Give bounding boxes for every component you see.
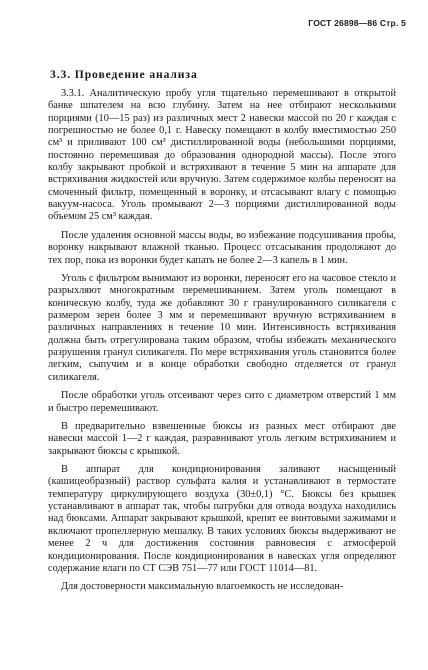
body-text xyxy=(48,88,396,594)
paragraph: После удаления основной массы воды, во избежание подсушивания пробы, воронку накрывают влажной тканью. Процесс отсасывания продолжают до тех пор, пока из воронки будет капать не более 2—3 капель в 1 мин. xyxy=(48,229,396,266)
paragraph: В предварительно взвешенные бюксы из разных мест отбирают две навески массой 1—2 г каждая, разравнивают уголь легким встряхиванием и закрывают бюксы с крышкой. xyxy=(48,420,396,457)
paragraph: В аппарат для кондиционирования заливают насыщенный (кашицеобразный) раствор сульфата калия и устанавливают в термостате температуру циркулирующего воздуха (30±0,1) °С. Бюксы без крышек устанавливают в аппарат так, чтобы патрубки для отвода воздуха находились над бюксами. Аппарат закрывают крышкой, крепят ее винтовыми зажимами и включают пропеллерную мешалку. В таких условиях бюксы выдерживают не менее 2 ч для достижения состояния равновесия с атмосферой кондиционирования. После кондиционирования в навесках угля определяют содержание влаги по СТ СЭВ 751—77 или ГОСТ 11014—81. xyxy=(48,464,396,574)
paragraph: После обработки уголь отсеивают через сито с диаметром отверстий 1 мм и быстро перемешивают. xyxy=(48,390,396,414)
paragraph: Уголь с фильтром вынимают из воронки, переносят его на часовое стекло и разрыхляют многократным перемешиванием. Затем уголь помещают в коническую колбу, туда же добавляют 30 г гранулированного силикагеля с размером зерен более 3 мм и перемешивают вручную встряхиванием в различных направлениях в течение 10 мин. Интенсивность встряхивания должна быть отрегулирована таким образом, чтобы избежать механического разрушения гранул силикагеля. По мере встряхивания уголь становится более легким, сыпучим и в конце обработки свободно отделяется от гранул силикагеля. xyxy=(48,273,396,383)
page-header: ГОСТ 26898—86 Стр. 5 xyxy=(308,18,406,28)
paragraph: Для достоверности максимальную влагоемкость не исследован- xyxy=(61,581,344,593)
paragraph-3-3-1: 3.3.1. Аналитическую пробу угля тщательно перемешивают в открытой банке шпателем на всю глубину. Затем на нее отбирают несколькими порциями (10—15 раз) из различных мест 2 навески массой по 20 г каждая с погрешностью не более 0,1 г. Навеску помещают в колбу вместимостью 250 см³ и приливают 100 см³ дистиллированной воды (небольшими порциями, постоянно перемешивая до образования однородной массы). После этого колбу закрывают пробкой и встряхивают в течение 5 мин на аппарате для встряхивания жидкостей или вручную. Затем содержимое колбы переносят на смоченный фильтр, помещенный в воронку, и отсасывают влагу с помощью вакуум-насоса. Уголь промывают 2—3 порциями дистиллированной воды объемом 25 см³ каждая. xyxy=(48,88,396,223)
section-title: 3.3. Проведение анализа xyxy=(50,68,198,81)
